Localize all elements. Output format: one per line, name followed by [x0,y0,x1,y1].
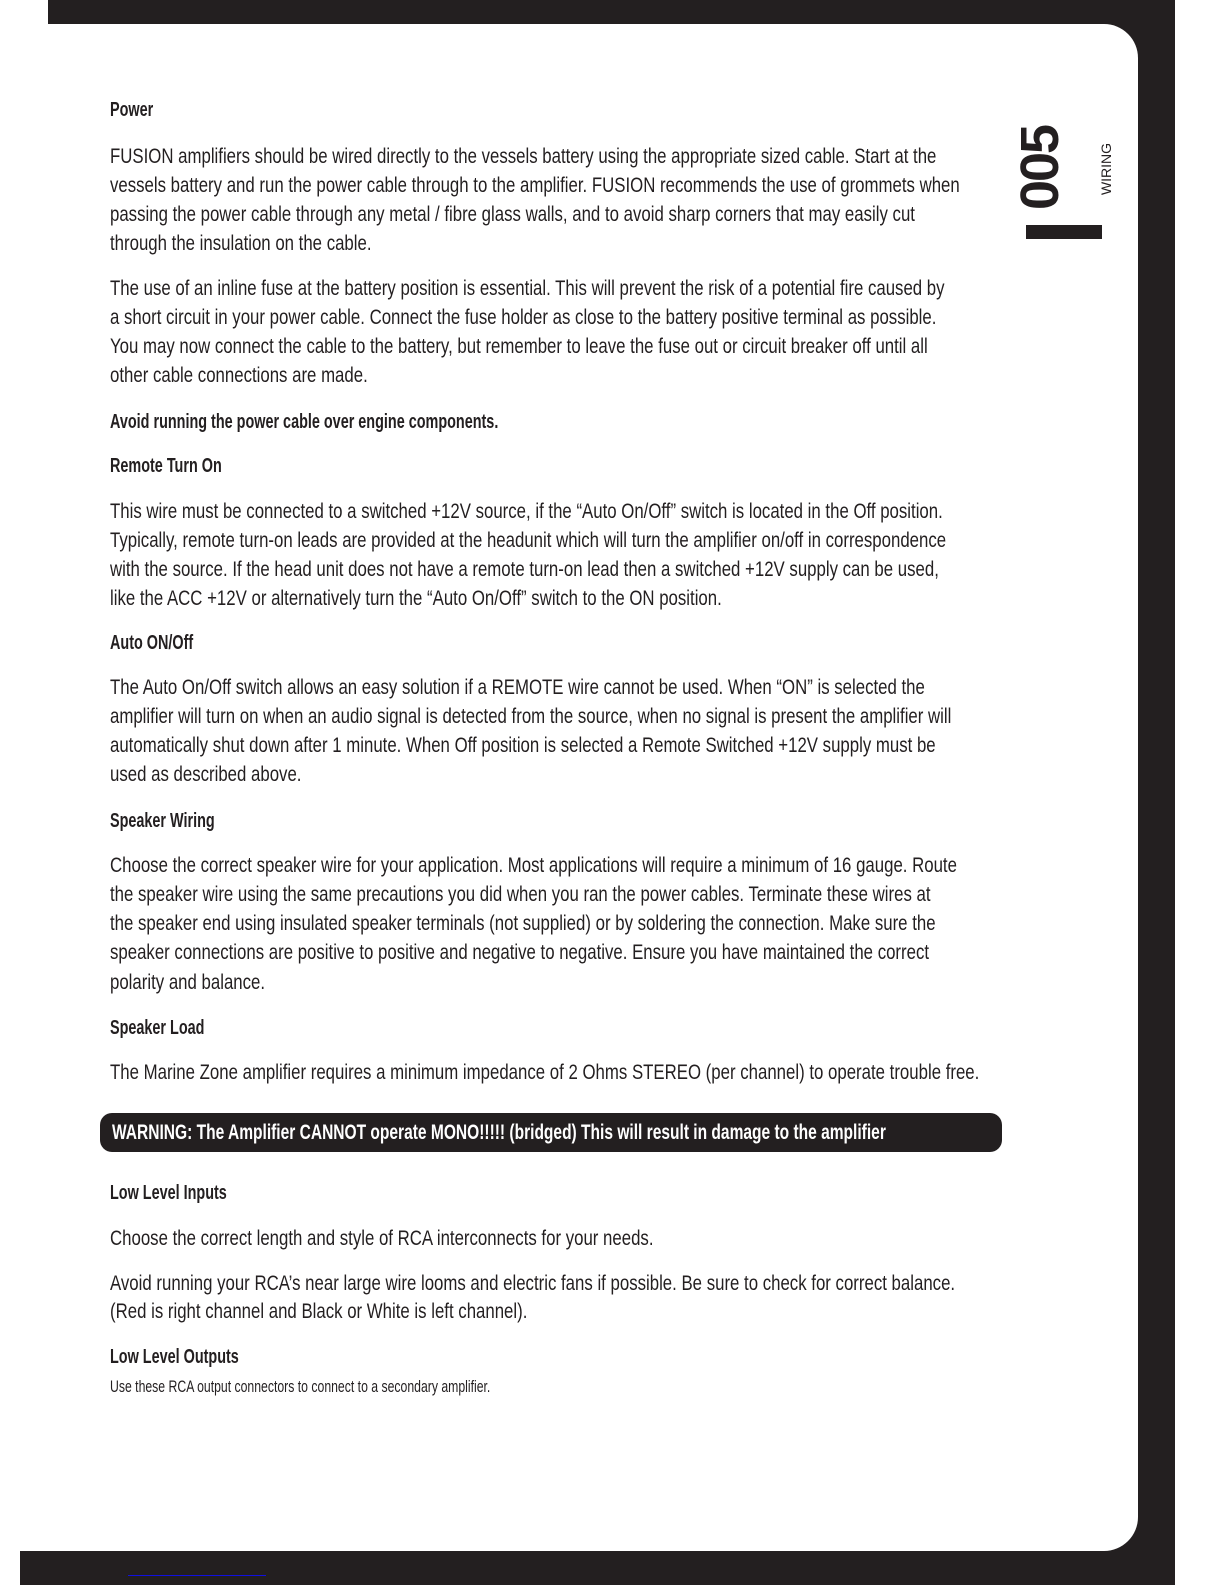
paragraph-line: a short circuit in your power cable. Connect the fuse holder as close to the battery positive terminal as possible. [110,306,937,329]
paragraph-line: Choose the correct length and style of RCA interconnects for your needs. [110,1227,654,1250]
paragraph-line: Avoid running your RCA’s near large wire looms and electric fans if possible. Be sure to check for correct balance. [110,1272,956,1295]
section-heading: Remote Turn On [110,455,222,477]
section-heading: Auto ON/Off [110,632,194,654]
paragraph-line: Choose the correct speaker wire for your application. Most applications will require a minimum of 16 gauge. Route [110,854,957,877]
paragraph-line: vessels battery and run the power cable through to the amplifier. FUSION recommends the use of grommets when [110,174,960,197]
paragraph-line: speaker connections are positive to positive and negative to negative. Ensure you have maintained the correct [110,941,930,964]
paragraph-line: The use of an inline fuse at the battery position is essential. This will prevent the risk of a potential fire caused by [110,277,945,300]
page-frame-top [48,0,1175,24]
paragraph-line: the speaker wire using the same precautions you did when you ran the power cables. Terminate these wires at [110,883,931,906]
chapter-tab [1010,97,1115,217]
paragraph-line: amplifier will turn on when an audio signal is detected from the source, when no signal is present the amplifier will [110,705,952,728]
page-frame-right [1138,0,1175,1585]
paragraph-line: polarity and balance. [110,971,266,994]
paragraph-line: like the ACC +12V or alternatively turn the “Auto On/Off” switch to the ON position. [110,587,722,610]
page-frame-bottom [20,1551,1175,1585]
paragraph-line: automatically shut down after 1 minute. When Off position is selected a Remote Switched +12V supply must be [110,734,936,757]
section-heading: Speaker Wiring [110,810,215,832]
paragraph-line: Use these RCA output connectors to connect to a secondary amplifier. [110,1377,491,1396]
section-heading: Power [110,99,154,121]
paragraph-line: other cable connections are made. [110,364,368,387]
paragraph-line: The Auto On/Off switch allows an easy solution if a REMOTE wire cannot be used. When “ON” is selected the [110,676,925,699]
warning-text: WARNING: The Amplifier CANNOT operate MONO!!!!! (bridged) This will result in damage to the amplifier [112,1121,886,1144]
paragraph-line: used as described above. [110,763,302,786]
chapter-number: 005 [1010,125,1071,211]
blue-rule [128,1575,266,1576]
section-heading: Low Level Inputs [110,1182,227,1204]
warning-banner [100,1113,1002,1152]
chapter-label: WIRING [1098,142,1115,196]
chapter-bar [1026,225,1102,239]
section-heading: Speaker Load [110,1017,205,1039]
section-heading: Avoid running the power cable over engine components. [110,411,499,433]
paragraph-line: You may now connect the cable to the battery, but remember to leave the fuse out or circuit breaker off until all [110,335,928,358]
paragraph-line: passing the power cable through any metal / fibre glass walls, and to avoid sharp corners that may easily cut [110,203,915,226]
paragraph-line: the speaker end using insulated speaker terminals (not supplied) or by soldering the connection. Make sure the [110,912,936,935]
paragraph-line: with the source. If the head unit does not have a remote turn-on lead then a switched +12V supply can be used, [110,558,939,581]
paragraph-line: The Marine Zone amplifier requires a minimum impedance of 2 Ohms STEREO (per channel) to operate trouble free. [110,1061,980,1084]
section-heading: Low Level Outputs [110,1346,239,1368]
paragraph-line: (Red is right channel and Black or White is left channel). [110,1300,528,1323]
paragraph-line: Typically, remote turn-on leads are provided at the headunit which will turn the amplifier on/off in correspondence [110,529,947,552]
paragraph-line: through the insulation on the cable. [110,232,372,255]
paragraph-line: FUSION amplifiers should be wired directly to the vessels battery using the appropriate sized cable. Start at the [110,145,937,168]
paragraph-line: This wire must be connected to a switched +12V source, if the “Auto On/Off” switch is located in the Off position. [110,500,943,523]
